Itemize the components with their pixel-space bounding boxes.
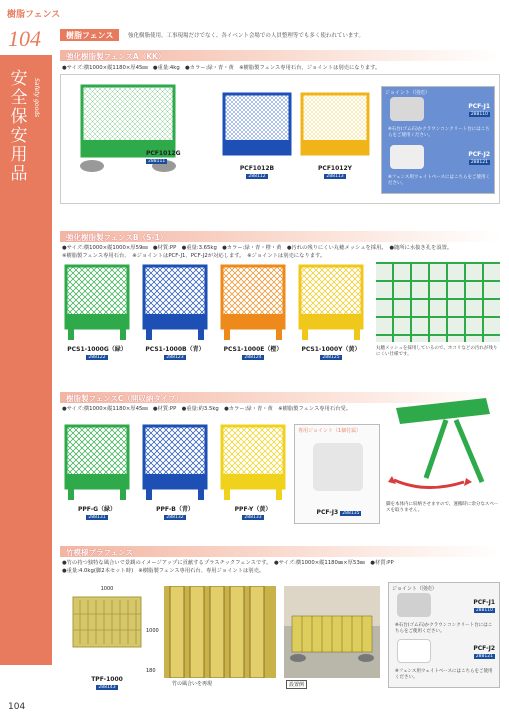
b-fence-image-4 xyxy=(298,264,364,340)
joint-c-j3-name: PCF-J3 xyxy=(316,509,339,516)
section-b-spec1: ●サイズ:横1000×縦1000×厚59㎜ ●材質:PP ●重量:3.65kg ●カラー:緑・青・橙・黄 ●汚れの残りにくい丸穂メッシュを採用。 ●随所に水抜き孔を設置。 xyxy=(62,245,453,251)
c-product-3 xyxy=(214,504,292,520)
product-a3 xyxy=(310,165,360,179)
joint-d-j1-note: ※石台(ゴム石)かクラウンコンクリート台にはこちらをご使用ください。 xyxy=(395,623,493,634)
product-a3-name: PCF1012Y xyxy=(318,165,352,172)
bamboo-closeup-photo xyxy=(164,586,276,678)
c-fence-image-2 xyxy=(142,424,208,500)
section-c-note: 脚を本体内に収納させますので、運搬時に余分なスペースを取りません。 xyxy=(386,502,499,513)
joint-d-j2-note: ※フェンス用ウェイトベースにはこちらをご使用ください。 xyxy=(395,669,493,680)
joint-c-j3 xyxy=(299,509,379,516)
joint-a-j2 xyxy=(430,151,490,165)
c-fence-image-1 xyxy=(64,424,130,500)
b-product-1-code: 288122 xyxy=(88,355,106,360)
joint-a-j1-code: 288110 xyxy=(470,112,488,117)
footer-page-number: 104 xyxy=(8,702,26,712)
joint-a-j1-note: ※石台(ゴム石)かクラウンコンクリート台にはこちらをご使用ください。 xyxy=(388,127,490,138)
section-d-spec1: ●竹の持つ独特な風合いで景観のイメージアップに貢献するプラスチックフェンスです。 ●サイズ:横1000×縦1180㎜×厚53㎜ ●材質:PP xyxy=(62,560,394,566)
b-product-1-name: PCS1-1000G（緑） xyxy=(67,346,127,353)
product-d-code: 288143 xyxy=(98,685,116,690)
page-number: 104 xyxy=(8,26,41,51)
section-b-note: 丸穂メッシュを採用しているので、ホコリなどの汚れが残りにくい仕様です。 xyxy=(376,346,498,357)
section-c-title: 樹脂製フェンスC（開収納タイプ） xyxy=(66,394,184,403)
joint-box-a-title: ジョイント（別売） xyxy=(385,90,430,96)
b-product-4 xyxy=(292,344,370,360)
b-fence-image-2 xyxy=(142,264,208,340)
b-fence-image-1 xyxy=(64,264,130,340)
b-product-3-code: 288124 xyxy=(244,355,262,360)
c-product-2-code: 288132 xyxy=(166,515,184,520)
photo2-caption: 設置例 xyxy=(286,680,307,689)
section-d-title: 竹模様プラフェンス xyxy=(66,548,133,557)
c-fence-image-3 xyxy=(220,424,286,500)
joint-box-d xyxy=(388,582,500,688)
bamboo-fence-drawing xyxy=(72,596,142,648)
c-product-1-code: 288131 xyxy=(88,515,106,520)
title-label: 樹脂フェンス xyxy=(60,29,119,41)
section-b-bar xyxy=(60,231,500,242)
title-description: 強化樹脂使用。工事現場だけでなく、各イベント会場での人員整理等でも多く使われています。 xyxy=(128,33,364,39)
mesh-closeup-image xyxy=(376,262,500,342)
product-a2 xyxy=(232,165,282,179)
b-product-2-name: PCS1-1000B（青） xyxy=(145,346,205,353)
joint-d-j2-image xyxy=(397,639,431,663)
joint-a-j1-name: PCF-J1 xyxy=(468,103,490,110)
photo1-caption: 竹の風合いを再現 xyxy=(172,681,213,687)
c-product-3-code: 288133 xyxy=(244,515,262,520)
fence-image-blue xyxy=(222,92,292,158)
b-product-3-name: PCS1-1000E（橙） xyxy=(223,346,283,353)
b-product-2-code: 288123 xyxy=(166,355,184,360)
category-title: 安全保安用品 xyxy=(10,69,28,184)
joint-d-j2 xyxy=(435,645,495,659)
section-d-bar xyxy=(60,546,500,557)
product-a2-code: 288112 xyxy=(248,174,266,179)
category-english: Safety goods xyxy=(33,78,40,118)
dimension-height: 1000 xyxy=(146,628,159,634)
c-product-2-name: PPF-B（青） xyxy=(156,506,194,513)
section-b-title: 強化樹脂製フェンスB（S-1） xyxy=(66,233,168,242)
joint-d-j1-code: 288110 xyxy=(475,608,493,613)
joint-d-j1 xyxy=(435,599,495,613)
joint-d-j1-name: PCF-J1 xyxy=(473,599,495,606)
section-a-spec: ●サイズ:横1000×縦1180×厚45㎜ ●重量:4kg ●カラー:緑・青・黄 ※樹脂製フェンス専用石台、ジョイントは別売になります。 xyxy=(62,65,381,71)
installation-photo xyxy=(284,586,380,678)
page-header: 樹脂フェンス xyxy=(7,10,61,20)
joint-d-j1-image xyxy=(397,593,431,617)
b-product-4-code: 288125 xyxy=(322,355,340,360)
joint-box-c xyxy=(294,424,380,524)
product-a1-code: 288111 xyxy=(148,159,166,164)
folding-leg-image xyxy=(386,398,500,498)
b-product-4-name: PCS1-1000Y（黄） xyxy=(301,346,361,353)
joint-box-d-title: ジョイント（別売） xyxy=(392,586,437,592)
dimension-base: 180 xyxy=(146,668,156,674)
c-product-3-name: PPF-Y（黄） xyxy=(234,506,272,513)
product-a1-name: PCF1012G xyxy=(146,150,181,157)
section-a-title: 強化樹脂製フェンスA（KK） xyxy=(66,52,166,61)
b-product-2 xyxy=(136,344,214,360)
section-b-spec2: ※樹脂製フェンス専用石台、 ※ジョイントはPCF-J1、PCF-J2が対応します。 ※ジョイントは別売になります。 xyxy=(62,253,326,259)
joint-a-j1 xyxy=(430,103,490,117)
fence-image-yellow xyxy=(300,92,370,158)
product-a2-name: PCF1012B xyxy=(239,165,275,172)
joint-a-j2-note: ※フェンス用ウェイトベースにはこちらをご使用ください。 xyxy=(388,175,491,186)
c-product-2 xyxy=(136,504,214,520)
joint-c-j3-code: 288135 xyxy=(342,511,360,516)
c-product-1-name: PPF-G（緑） xyxy=(77,506,117,513)
product-d-name: TPF-1000 xyxy=(91,676,123,683)
joint-box-c-title: 専用ジョイント（1個付属） xyxy=(298,428,362,434)
section-a-bar xyxy=(60,50,500,61)
joint-d-j2-name: PCF-J2 xyxy=(473,645,495,652)
c-product-1 xyxy=(58,504,136,520)
joint-d-j2-code: 288121 xyxy=(475,654,493,659)
product-a3-code: 288113 xyxy=(326,174,344,179)
b-fence-image-3 xyxy=(220,264,286,340)
joint-j1-image xyxy=(390,97,424,121)
product-d xyxy=(72,676,142,690)
product-a1 xyxy=(146,150,206,164)
joint-j3-image xyxy=(313,443,363,491)
section-d-spec2: ●重量:4.0kg(脚2本セット時) ※樹脂製フェンス専用石台、専用ジョイントは別売。 xyxy=(62,568,265,574)
b-product-1 xyxy=(58,344,136,360)
dimension-width: 1000 xyxy=(100,586,114,592)
joint-box-a xyxy=(381,86,495,194)
joint-a-j2-name: PCF-J2 xyxy=(468,151,490,158)
section-c-spec: ●サイズ:横1000×縦1180×厚45㎜ ●材質:PP ●重量:約3.5kg ●カラー:緑・青・黄 ※樹脂製フェンス専用石台受。 xyxy=(62,406,352,412)
b-product-3 xyxy=(214,344,292,360)
joint-j2-image xyxy=(390,145,424,169)
joint-a-j2-code: 288121 xyxy=(470,160,488,165)
